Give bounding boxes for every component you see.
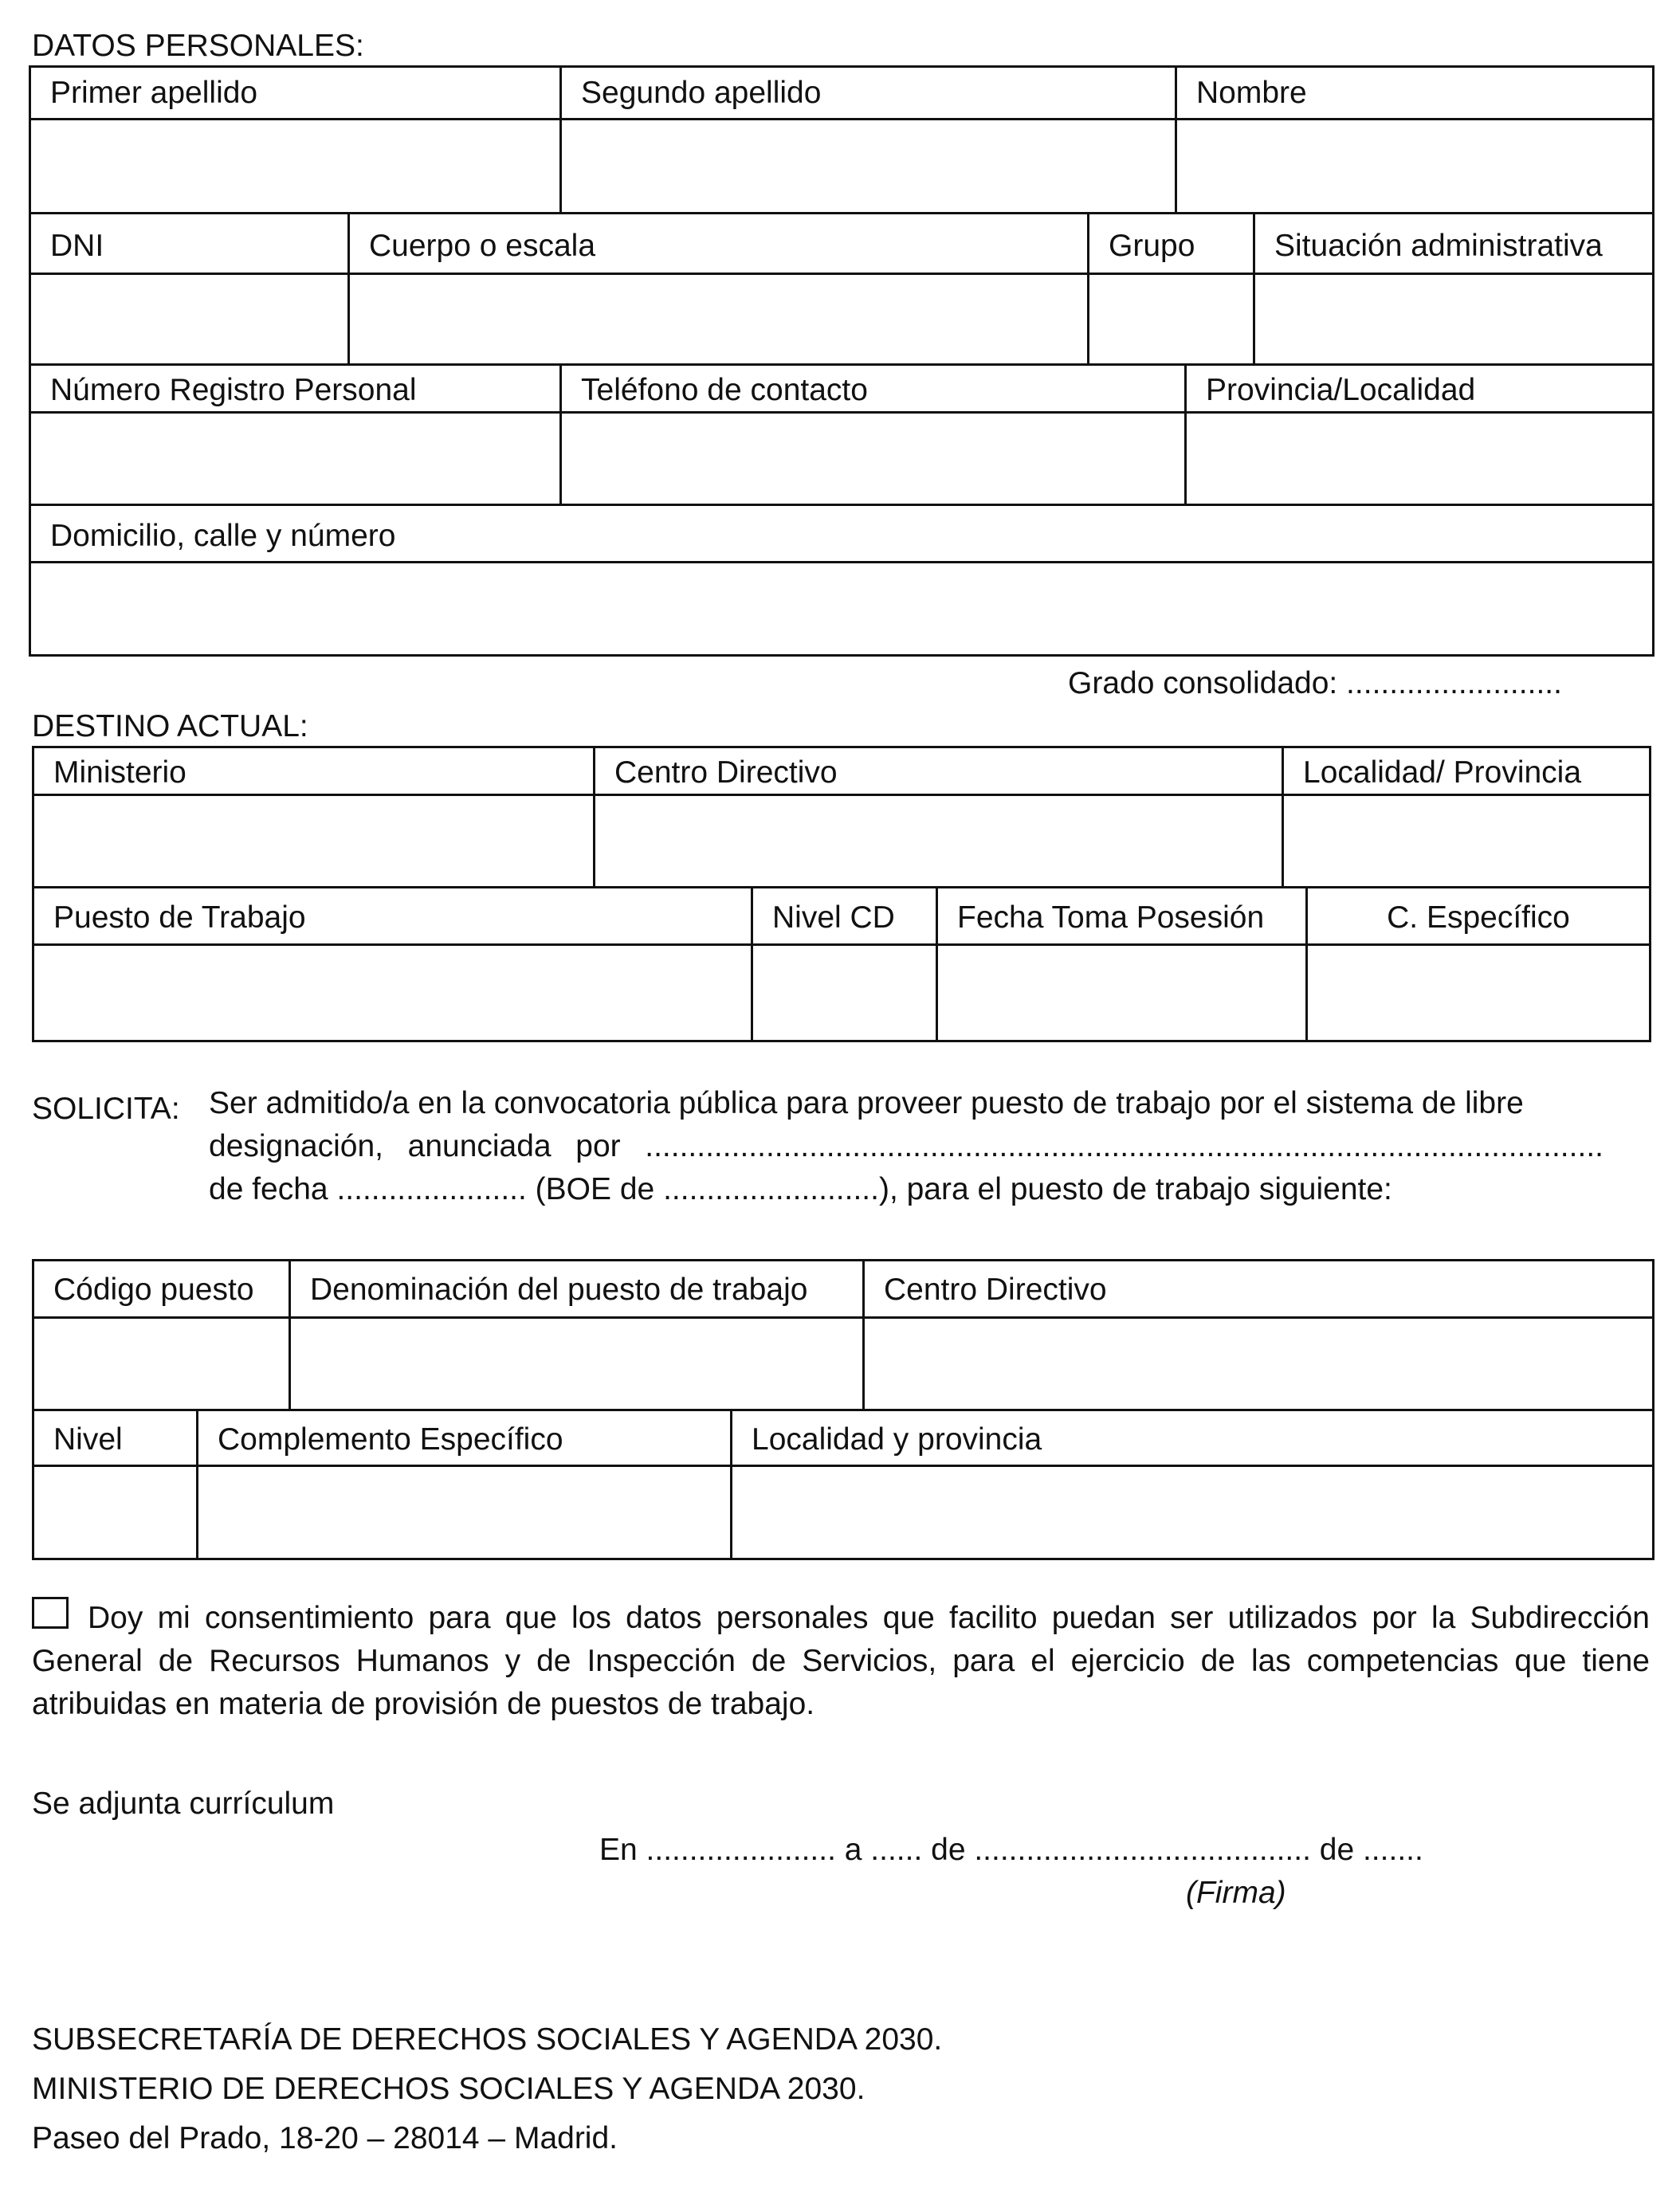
segundo-apellido-label: Segundo apellido [581,76,822,110]
c-especifico-field[interactable] [1308,946,1649,1040]
label-cell-nombre [1177,68,1652,120]
solicita-line-3: de fecha ...................... (BOE de .........................), para el puesto de trabajo siguiente: [209,1172,1392,1206]
puesto-trabajo-label: Puesto de Trabajo [53,900,306,935]
centro-directivo-solicitado-field[interactable] [865,1319,1652,1411]
situacion-administrativa-field[interactable] [1255,275,1652,366]
label-cell-domicilio [31,506,1652,563]
label-cell-centro [865,1261,1652,1319]
domicilio-label: Domicilio, calle y número [50,519,396,553]
centro-directivo-field[interactable] [595,796,1284,888]
lugar-fecha-line: En ...................... a ...... de ....................................... de ....... [599,1833,1423,1867]
nivel-field[interactable] [34,1467,198,1558]
puesto-trabajo-field[interactable] [34,946,753,1040]
denominacion-label: Denominación del puesto de trabajo [310,1273,808,1307]
label-cell-nivel-cd [753,888,938,946]
primer-apellido-field[interactable] [31,120,562,214]
dni-field[interactable] [31,275,350,366]
label-cell-codigo [34,1261,291,1319]
firma-label: (Firma) [1186,1876,1286,1910]
nivel-cd-field[interactable] [753,946,938,1040]
localidad-y-provincia-label: Localidad y provincia [752,1422,1042,1457]
localidad-provincia-field[interactable] [1284,796,1649,888]
provincia-localidad-label: Provincia/Localidad [1206,373,1476,407]
label-cell-situacion [1255,214,1652,275]
domicilio-field[interactable] [31,563,1652,654]
footer-ministerio: MINISTERIO DE DERECHOS SOCIALES Y AGENDA 2030. [32,2072,866,2106]
situacion-administrativa-label: Situación administrativa [1274,229,1603,263]
centro-directivo-solicitado-label: Centro Directivo [884,1273,1107,1307]
footer-direccion: Paseo del Prado, 18-20 – 28014 – Madrid. [32,2121,618,2155]
numero-registro-personal-label: Número Registro Personal [50,373,417,407]
c-especifico-label: C. Específico [1387,900,1570,935]
grupo-field[interactable] [1089,275,1255,366]
dni-label: DNI [50,229,104,263]
cuerpo-escala-field[interactable] [350,275,1089,366]
cuerpo-escala-label: Cuerpo o escala [369,229,596,263]
label-cell-provincia [1187,366,1652,414]
footer-subsecretaria: SUBSECRETARÍA DE DERECHOS SOCIALES Y AGENDA 2030. [32,2022,943,2057]
grado-consolidado: Grado consolidado: ......................... [1068,666,1562,700]
complemento-especifico-label: Complemento Específico [218,1422,563,1457]
label-cell-fecha-toma [938,888,1308,946]
solicita-line-2: designación, anunciada por ............................................................................................................... [209,1129,1603,1163]
label-cell-denominacion [291,1261,865,1319]
label-cell-complemento [198,1411,732,1467]
grupo-label: Grupo [1109,229,1195,263]
provincia-localidad-field[interactable] [1187,414,1652,506]
label-cell-localidad [1284,748,1649,796]
nivel-cd-label: Nivel CD [772,900,895,935]
consent-text [32,1597,1650,1726]
centro-directivo-label: Centro Directivo [614,755,838,790]
label-cell-puesto [34,888,753,946]
telefono-field[interactable] [562,414,1187,506]
solicita-line-1: Ser admitido/a en la convocatoria pública para proveer puesto de trabajo por el sistema de libre [209,1086,1524,1120]
nivel-label: Nivel [53,1422,123,1457]
nombre-label: Nombre [1196,76,1307,110]
codigo-puesto-label: Código puesto [53,1273,254,1307]
label-cell-primer-apellido [31,68,562,120]
puesto-solicitado-table [32,1259,1654,1560]
denominacion-field[interactable] [291,1319,865,1411]
label-cell-nrp [31,366,562,414]
label-cell-grupo [1089,214,1255,275]
primer-apellido-label: Primer apellido [50,76,258,110]
datos-personales-table [29,65,1654,657]
consent-text-body: Doy mi consentimiento para que los datos personales que facilito puedan ser utilizados por la Subdirección General de Recursos Humanos y de Inspección de Servicios, para el ejercicio de las competencias que tiene atribuidas en materia de provisión de puestos de trabajo. [32,1601,1650,1721]
label-cell-ministerio [34,748,595,796]
label-cell-centro-directivo [595,748,1284,796]
telefono-label: Teléfono de contacto [581,373,868,407]
adjunta-curriculum: Se adjunta currículum [32,1786,335,1821]
label-cell-localidad-provincia [732,1411,1652,1467]
destino-actual-heading: DESTINO ACTUAL: [32,709,308,743]
label-cell-nivel [34,1411,198,1467]
segundo-apellido-field[interactable] [562,120,1177,214]
ministerio-field[interactable] [34,796,595,888]
ministerio-label: Ministerio [53,755,186,790]
codigo-puesto-field[interactable] [34,1319,291,1411]
label-cell-telefono [562,366,1187,414]
nombre-field[interactable] [1177,120,1652,214]
datos-personales-heading: DATOS PERSONALES: [32,29,364,63]
label-cell-dni [31,214,350,275]
label-cell-c-especifico [1308,888,1649,946]
label-cell-cuerpo [350,214,1089,275]
complemento-especifico-field[interactable] [198,1467,732,1558]
label-cell-segundo-apellido [562,68,1177,120]
numero-registro-personal-field[interactable] [31,414,562,506]
fecha-toma-posesion-field[interactable] [938,946,1308,1040]
localidad-provincia-label: Localidad/ Provincia [1303,755,1582,790]
destino-actual-table [32,746,1651,1042]
solicita-label: SOLICITA: [32,1092,180,1126]
localidad-y-provincia-field[interactable] [732,1467,1652,1558]
fecha-toma-posesion-label: Fecha Toma Posesión [957,900,1265,935]
